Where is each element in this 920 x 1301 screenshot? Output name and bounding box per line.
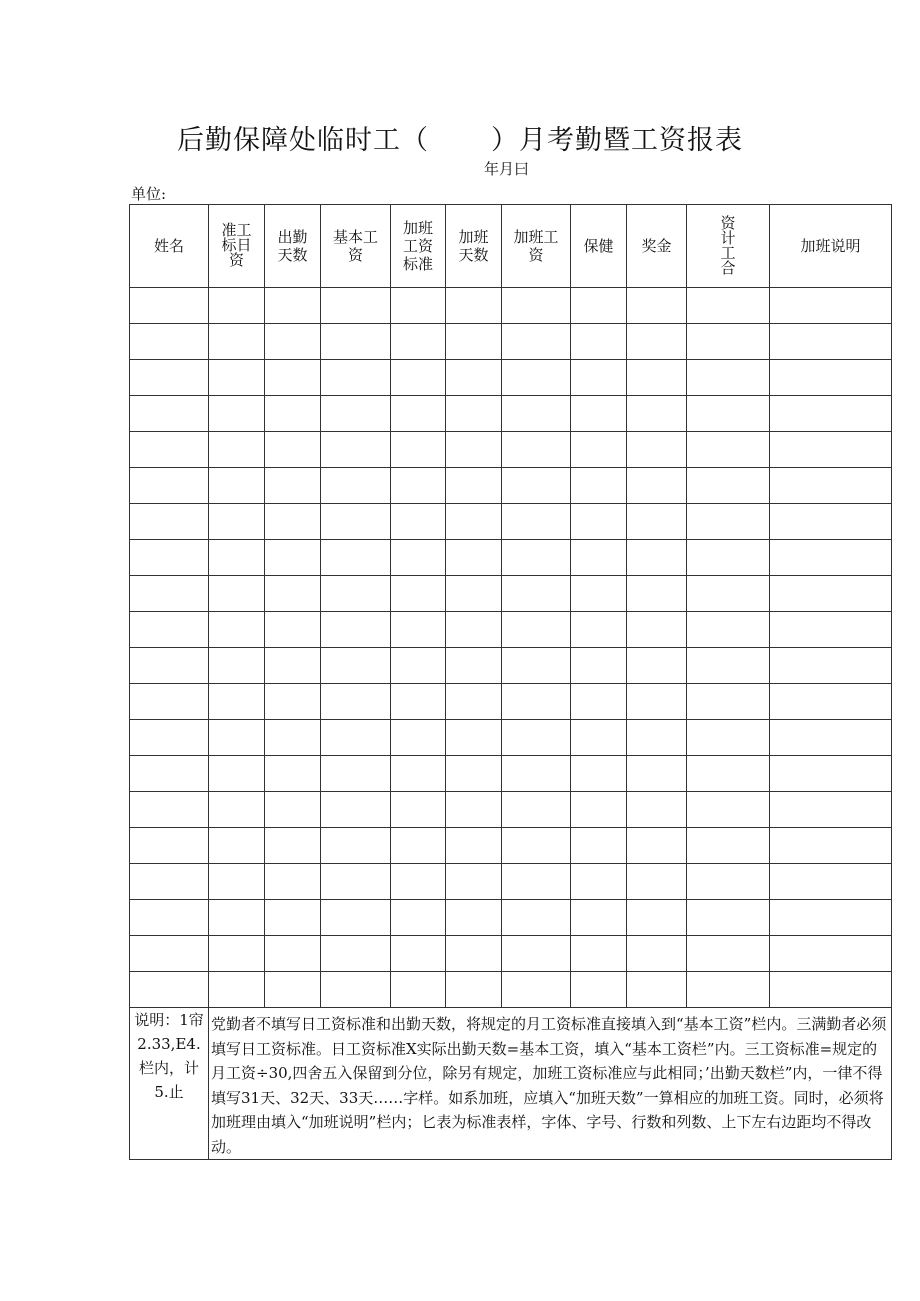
header-ot-wage: 加班工资: [502, 205, 571, 288]
table-cell[interactable]: [209, 972, 265, 1008]
table-cell[interactable]: [130, 324, 209, 360]
table-cell[interactable]: [391, 540, 446, 576]
table-cell[interactable]: [321, 468, 391, 504]
table-cell[interactable]: [130, 288, 209, 324]
table-cell[interactable]: [627, 936, 687, 972]
table-cell[interactable]: [130, 936, 209, 972]
table-cell[interactable]: [687, 468, 770, 504]
table-row: [130, 648, 892, 684]
table-cell[interactable]: [265, 792, 321, 828]
title-right: ）月考勤暨工资报表: [491, 125, 743, 156]
table-cell[interactable]: [687, 756, 770, 792]
header-attendance-days: 出勤天数: [265, 205, 321, 288]
table-cell[interactable]: [391, 936, 446, 972]
table-cell[interactable]: [391, 612, 446, 648]
table-cell[interactable]: [502, 720, 571, 756]
table-cell[interactable]: [130, 864, 209, 900]
table-cell[interactable]: [502, 612, 571, 648]
title-left: 后勤保障处临时工（: [177, 125, 429, 156]
table-cell[interactable]: [687, 972, 770, 1008]
table-cell[interactable]: [502, 540, 571, 576]
table-cell[interactable]: [770, 684, 892, 720]
table-cell[interactable]: [446, 612, 502, 648]
table-cell[interactable]: [627, 504, 687, 540]
table-cell[interactable]: [321, 828, 391, 864]
table-cell[interactable]: [627, 576, 687, 612]
table-cell[interactable]: [627, 468, 687, 504]
table-cell[interactable]: [627, 612, 687, 648]
table-cell[interactable]: [130, 504, 209, 540]
table-cell[interactable]: [571, 360, 627, 396]
table-cell[interactable]: [321, 864, 391, 900]
table-cell[interactable]: [770, 900, 892, 936]
table-cell[interactable]: [391, 396, 446, 432]
table-cell[interactable]: [130, 540, 209, 576]
table-cell[interactable]: [321, 900, 391, 936]
table-cell[interactable]: [687, 540, 770, 576]
table-cell[interactable]: [446, 540, 502, 576]
table-cell[interactable]: [391, 504, 446, 540]
table-cell[interactable]: [687, 720, 770, 756]
table-cell[interactable]: [627, 288, 687, 324]
table-cell[interactable]: [265, 504, 321, 540]
table-cell[interactable]: [571, 576, 627, 612]
table-cell[interactable]: [571, 756, 627, 792]
table-cell[interactable]: [130, 576, 209, 612]
table-cell[interactable]: [265, 648, 321, 684]
table-cell[interactable]: [265, 936, 321, 972]
table-cell[interactable]: [209, 324, 265, 360]
table-cell[interactable]: [391, 324, 446, 360]
table-cell[interactable]: [627, 540, 687, 576]
table-cell[interactable]: [502, 864, 571, 900]
table-cell[interactable]: [571, 792, 627, 828]
table-cell[interactable]: [571, 900, 627, 936]
table-cell[interactable]: [446, 720, 502, 756]
table-cell[interactable]: [571, 972, 627, 1008]
table-cell[interactable]: [571, 828, 627, 864]
table-cell[interactable]: [687, 324, 770, 360]
table-cell[interactable]: [571, 324, 627, 360]
table-cell[interactable]: [687, 360, 770, 396]
table-cell[interactable]: [446, 792, 502, 828]
table-cell[interactable]: [446, 396, 502, 432]
table-cell[interactable]: [446, 756, 502, 792]
table-cell[interactable]: [446, 468, 502, 504]
table-cell[interactable]: [770, 324, 892, 360]
table-cell[interactable]: [571, 720, 627, 756]
table-cell[interactable]: [502, 360, 571, 396]
attendance-wage-table: [129, 204, 892, 1160]
table-cell[interactable]: [391, 756, 446, 792]
table-cell[interactable]: [770, 288, 892, 324]
table-cell[interactable]: [391, 720, 446, 756]
table-row: [130, 504, 892, 540]
table-body: [130, 288, 892, 1008]
date-label: 年月曰: [484, 160, 530, 178]
table-cell[interactable]: [627, 396, 687, 432]
table-cell[interactable]: [770, 504, 892, 540]
table-cell[interactable]: [130, 612, 209, 648]
notes-left-line: 2.33,E4.: [137, 1035, 201, 1053]
page-title: [0, 118, 920, 157]
table-cell[interactable]: [130, 468, 209, 504]
table-cell[interactable]: [209, 720, 265, 756]
table-cell[interactable]: [391, 792, 446, 828]
table-cell[interactable]: [627, 864, 687, 900]
table-cell[interactable]: [687, 828, 770, 864]
table-cell[interactable]: [209, 900, 265, 936]
table-cell[interactable]: [627, 648, 687, 684]
table-cell[interactable]: [209, 828, 265, 864]
table-cell[interactable]: [502, 504, 571, 540]
notes-left: [130, 1008, 209, 1160]
table-cell[interactable]: [130, 756, 209, 792]
table-cell[interactable]: [687, 864, 770, 900]
table-cell[interactable]: [265, 756, 321, 792]
table-cell[interactable]: [627, 432, 687, 468]
table-cell[interactable]: [446, 900, 502, 936]
table-cell[interactable]: [446, 684, 502, 720]
table-cell[interactable]: [265, 972, 321, 1008]
table-cell[interactable]: [770, 576, 892, 612]
table-row: [130, 396, 892, 432]
header-basic-wage: 基本工资: [321, 205, 391, 288]
table-cell[interactable]: [446, 936, 502, 972]
table-cell[interactable]: [502, 576, 571, 612]
table-cell[interactable]: [209, 504, 265, 540]
table-cell[interactable]: [770, 648, 892, 684]
table-row: [130, 540, 892, 576]
table-cell[interactable]: [265, 468, 321, 504]
table-cell[interactable]: [209, 792, 265, 828]
header-total-wage: 资计工合: [687, 205, 770, 288]
table-row: [130, 468, 892, 504]
table-cell[interactable]: [687, 612, 770, 648]
table-cell[interactable]: [265, 684, 321, 720]
table-cell[interactable]: [130, 972, 209, 1008]
table-cell[interactable]: [321, 792, 391, 828]
header-ot-note: 加班说明: [770, 205, 892, 288]
table-cell[interactable]: [209, 288, 265, 324]
table-cell[interactable]: [770, 972, 892, 1008]
table-cell[interactable]: [391, 576, 446, 612]
table-cell[interactable]: [391, 432, 446, 468]
table-cell[interactable]: [321, 360, 391, 396]
table-row: [130, 288, 892, 324]
table-cell[interactable]: [446, 828, 502, 864]
header-name: 姓名: [130, 205, 209, 288]
table-cell[interactable]: [209, 756, 265, 792]
table-cell[interactable]: [502, 972, 571, 1008]
table-cell[interactable]: [391, 468, 446, 504]
header-ot-days: 加班天数: [446, 205, 502, 288]
table-cell[interactable]: [321, 612, 391, 648]
table-cell[interactable]: [321, 936, 391, 972]
unit-label: 单位:: [131, 185, 167, 203]
table-cell[interactable]: [502, 828, 571, 864]
table-cell[interactable]: [209, 540, 265, 576]
table-cell[interactable]: [209, 936, 265, 972]
table-cell[interactable]: [321, 684, 391, 720]
table-cell[interactable]: [770, 540, 892, 576]
header-ot-wage-std: 加班工资标准: [391, 205, 446, 288]
table-cell[interactable]: [571, 468, 627, 504]
table-cell[interactable]: [130, 684, 209, 720]
table-cell[interactable]: [571, 684, 627, 720]
table-cell[interactable]: [502, 684, 571, 720]
table-row: [130, 360, 892, 396]
table-cell[interactable]: [571, 648, 627, 684]
header-health: 保健: [571, 205, 627, 288]
table-cell[interactable]: [130, 432, 209, 468]
table-cell[interactable]: [391, 900, 446, 936]
table-cell[interactable]: [265, 396, 321, 432]
table-cell[interactable]: [321, 288, 391, 324]
table-cell[interactable]: [571, 612, 627, 648]
table-cell[interactable]: [321, 756, 391, 792]
table-cell[interactable]: [627, 972, 687, 1008]
table-cell[interactable]: [502, 792, 571, 828]
table-row: [130, 720, 892, 756]
table-cell[interactable]: [571, 936, 627, 972]
table-cell[interactable]: [209, 684, 265, 720]
table-cell[interactable]: [391, 972, 446, 1008]
table-cell[interactable]: [687, 648, 770, 684]
table-cell[interactable]: [502, 936, 571, 972]
table-cell[interactable]: [770, 936, 892, 972]
notes-text: 党勤者不填写日工资标准和出勤天数，将规定的月工资标准直接填入到“基本工资”栏内。三满勤者必须填写日工资标准。日工资标准X实际出勤天数=基本工资，填入“基本工资栏”内。三工资标准=规定的月工资÷30,四舍五入保留到分位，除另有规定，加班工资标准应与此相同；’出勤天数栏”内，一律不得填写31天、32天、33天……字样。如系加班，应填入“加班天数”一算相应的加班工资。同时，必须将加班理由填入“加班说明”栏内；匕表为标准表样，字体、字号、行数和列数、上下左右边距均不得改动。: [209, 1008, 892, 1160]
table-cell[interactable]: [265, 900, 321, 936]
table-cell[interactable]: [321, 720, 391, 756]
table-cell[interactable]: [770, 612, 892, 648]
table-cell[interactable]: [265, 288, 321, 324]
notes-row: [130, 1008, 892, 1160]
table-cell[interactable]: [265, 576, 321, 612]
table-cell[interactable]: [130, 792, 209, 828]
table-cell[interactable]: [627, 900, 687, 936]
table-cell[interactable]: [391, 864, 446, 900]
table-cell[interactable]: [446, 324, 502, 360]
table-cell[interactable]: [265, 432, 321, 468]
table-cell[interactable]: [130, 900, 209, 936]
table-row: [130, 756, 892, 792]
table-cell[interactable]: [391, 360, 446, 396]
table-cell[interactable]: [770, 756, 892, 792]
table-cell[interactable]: [571, 540, 627, 576]
table-cell[interactable]: [446, 972, 502, 1008]
table-row: [130, 576, 892, 612]
table-cell[interactable]: [209, 864, 265, 900]
table-cell[interactable]: [502, 900, 571, 936]
table-cell[interactable]: [209, 648, 265, 684]
table-cell[interactable]: [321, 648, 391, 684]
table-cell[interactable]: [209, 612, 265, 648]
table-cell[interactable]: [687, 936, 770, 972]
table-cell[interactable]: [209, 396, 265, 432]
table-row: [130, 792, 892, 828]
notes-left-line: 栏内，计: [138, 1059, 199, 1077]
table-cell[interactable]: [446, 648, 502, 684]
table-cell[interactable]: [687, 432, 770, 468]
table-cell[interactable]: [321, 540, 391, 576]
table-row: [130, 864, 892, 900]
table-cell[interactable]: [571, 288, 627, 324]
table-cell[interactable]: [321, 504, 391, 540]
table-cell[interactable]: [687, 900, 770, 936]
table-cell[interactable]: [502, 288, 571, 324]
table-cell[interactable]: [446, 288, 502, 324]
table-cell[interactable]: [446, 360, 502, 396]
notes-left-line: 5.止: [154, 1083, 184, 1101]
table-cell[interactable]: [687, 792, 770, 828]
table-cell[interactable]: [209, 432, 265, 468]
table-cell[interactable]: [130, 360, 209, 396]
table-cell[interactable]: [265, 828, 321, 864]
table-cell[interactable]: [391, 828, 446, 864]
table-cell[interactable]: [770, 792, 892, 828]
table-row: [130, 432, 892, 468]
table-cell[interactable]: [627, 324, 687, 360]
table-row: [130, 612, 892, 648]
table-cell[interactable]: [687, 684, 770, 720]
table-cell[interactable]: [209, 360, 265, 396]
table-cell[interactable]: [391, 648, 446, 684]
table-cell[interactable]: [770, 396, 892, 432]
table-cell[interactable]: [502, 648, 571, 684]
table-cell[interactable]: [391, 288, 446, 324]
table-cell[interactable]: [130, 396, 209, 432]
notes-left-line: 说明：1帘: [134, 1011, 204, 1029]
table-cell[interactable]: [209, 576, 265, 612]
table-cell[interactable]: [687, 504, 770, 540]
table-cell[interactable]: [627, 360, 687, 396]
table-row: [130, 828, 892, 864]
table-row: [130, 900, 892, 936]
table-cell[interactable]: [770, 360, 892, 396]
table-row: [130, 936, 892, 972]
table-cell[interactable]: [265, 360, 321, 396]
table-cell[interactable]: [446, 432, 502, 468]
table-cell[interactable]: [571, 864, 627, 900]
table-cell[interactable]: [446, 576, 502, 612]
header-daily-wage-std: 准工标日资: [209, 205, 265, 288]
table-cell[interactable]: [265, 720, 321, 756]
table-cell[interactable]: [321, 972, 391, 1008]
table-cell[interactable]: [687, 288, 770, 324]
table-cell[interactable]: [265, 540, 321, 576]
table-cell[interactable]: [321, 324, 391, 360]
table-cell[interactable]: [265, 324, 321, 360]
header-row: [130, 205, 892, 288]
table-cell[interactable]: [687, 576, 770, 612]
table-cell[interactable]: [687, 396, 770, 432]
table-cell[interactable]: [571, 504, 627, 540]
table-cell[interactable]: [770, 828, 892, 864]
table-row: [130, 684, 892, 720]
table-cell[interactable]: [321, 396, 391, 432]
table-cell[interactable]: [571, 396, 627, 432]
table-cell[interactable]: [770, 468, 892, 504]
table-cell[interactable]: [321, 576, 391, 612]
table-cell[interactable]: [770, 432, 892, 468]
table-cell[interactable]: [502, 468, 571, 504]
table-cell[interactable]: [502, 396, 571, 432]
table-cell[interactable]: [627, 684, 687, 720]
table-cell[interactable]: [130, 828, 209, 864]
table-row: [130, 324, 892, 360]
table-cell[interactable]: [770, 720, 892, 756]
table-cell[interactable]: [770, 864, 892, 900]
table-cell[interactable]: [446, 504, 502, 540]
header-bonus: 奖金: [627, 205, 687, 288]
table-cell[interactable]: [321, 432, 391, 468]
table-cell[interactable]: [446, 864, 502, 900]
table-cell[interactable]: [265, 864, 321, 900]
table-cell[interactable]: [130, 720, 209, 756]
table-cell[interactable]: [627, 828, 687, 864]
table-cell[interactable]: [265, 612, 321, 648]
table-cell[interactable]: [627, 792, 687, 828]
table-cell[interactable]: [502, 756, 571, 792]
table-row: [130, 972, 892, 1008]
table-cell[interactable]: [571, 432, 627, 468]
table-cell[interactable]: [502, 324, 571, 360]
table-cell[interactable]: [130, 648, 209, 684]
table-cell[interactable]: [502, 432, 571, 468]
table-cell[interactable]: [627, 720, 687, 756]
table-cell[interactable]: [391, 684, 446, 720]
table-cell[interactable]: [209, 468, 265, 504]
table-cell[interactable]: [627, 756, 687, 792]
